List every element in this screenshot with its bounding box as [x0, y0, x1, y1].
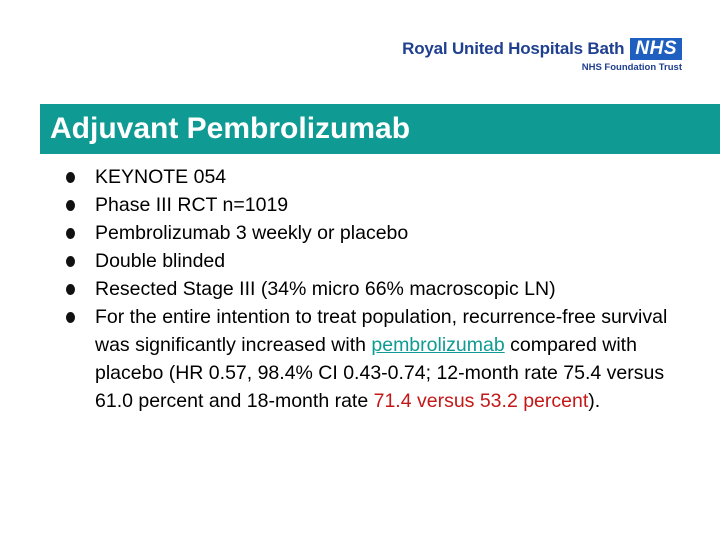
hospital-logo	[402, 38, 682, 73]
bullet-item	[66, 191, 676, 219]
bullet-item-results	[66, 303, 676, 415]
results-text-part3: ).	[588, 390, 601, 412]
bullet-item	[66, 275, 676, 303]
bullet-text: Pembrolizumab 3 weekly or placebo	[95, 222, 409, 244]
bullet-dot-icon	[66, 172, 75, 183]
bullet-list	[66, 163, 676, 415]
bullet-item	[66, 163, 676, 191]
logo-row	[402, 38, 682, 60]
bullet-text: KEYNOTE 054	[95, 166, 227, 188]
bullet-text: Double blinded	[95, 250, 226, 272]
logo-hospital-name: Royal United Hospitals Bath	[402, 39, 625, 58]
bullet-dot-icon	[66, 200, 75, 211]
pembrolizumab-link[interactable]: pembrolizumab	[371, 334, 505, 356]
bullet-item	[66, 247, 676, 275]
results-text-part2: compared with placebo (HR 0.57, 98.4% CI 0.43-0.74; 12-month rate 75.4 versus 61.0 percent and 18-month rate	[95, 334, 665, 412]
bullet-dot-icon	[66, 228, 75, 239]
nhs-badge: NHS	[630, 38, 682, 60]
slide-title: Adjuvant Pembrolizumab	[50, 112, 411, 145]
results-text	[95, 303, 676, 415]
logo-subtitle: NHS Foundation Trust	[581, 62, 682, 73]
bullet-text: Phase III RCT n=1019	[95, 194, 289, 216]
title-bar	[40, 104, 720, 154]
bullet-text: Resected Stage III (34% micro 66% macroscopic LN)	[95, 278, 556, 300]
bullet-dot-icon	[66, 312, 75, 323]
results-text-part1: For the entire intention to treat population, recurrence-free survival was significantly increased with	[95, 306, 668, 356]
bullet-dot-icon	[66, 284, 75, 295]
bullet-dot-icon	[66, 256, 75, 267]
bullet-item	[66, 219, 676, 247]
highlighted-rates: 71.4 versus 53.2 percent	[373, 390, 589, 412]
